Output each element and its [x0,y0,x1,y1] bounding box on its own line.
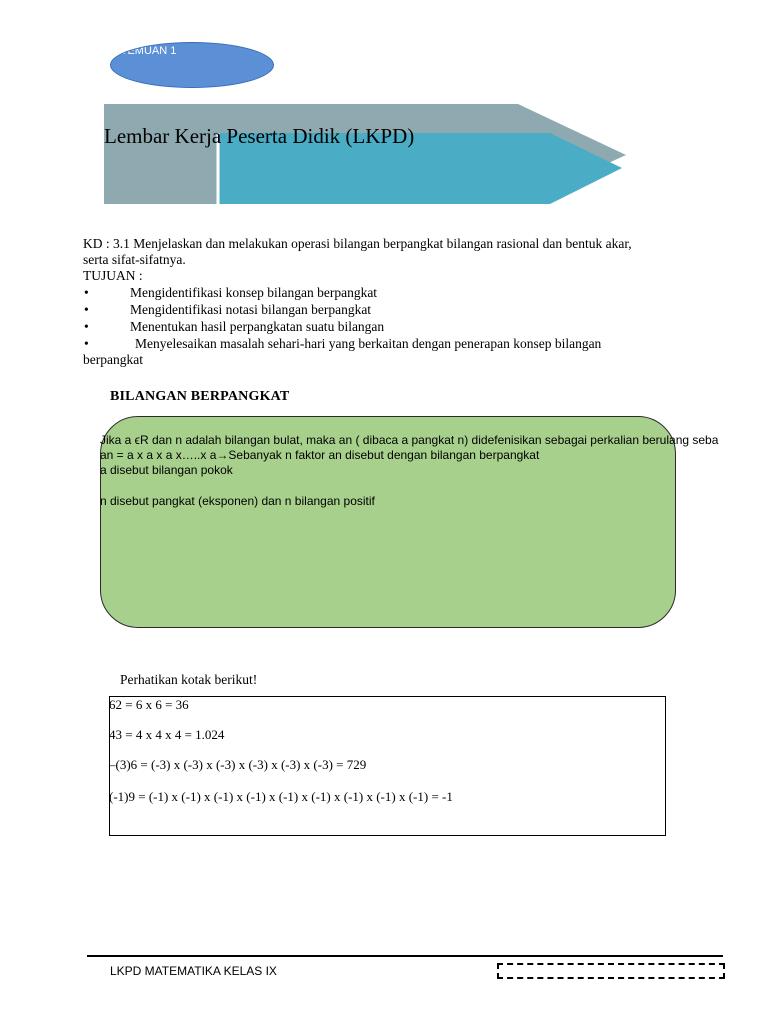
kd-text-line1: KD : 3.1 Menjelaskan dan melakukan operasi bilangan berpangkat bilangan rasional dan bentuk akar, [83,236,632,251]
footer-divider [87,955,723,957]
example-line: (-1)9 = (-1) x (-1) x (-1) x (-1) x (-1) x (-1) x (-1) x (-1) x (-1) = -1 [109,789,453,804]
meeting-badge-label: RTEMUAN 1 [113,45,177,57]
objective-item: Mengidentifikasi notasi bilangan berpangkat [130,302,372,317]
meeting-badge [110,42,274,88]
objective-item: Menyelesaikan masalah sehari-hari yang berkaitan dengan penerapan konsep bilangan [135,336,602,351]
definition-line: Jika a ϵR dan n adalah bilangan bulat, maka an ( dibaca a pangkat n) didefenisikan sebagai perkalian berulang seba [100,433,719,447]
bullet-icon: • [84,302,89,317]
example-line: 43 = 4 x 4 x 4 = 1.024 [109,727,225,742]
example-line: –(3)6 = (-3) x (-3) x (-3) x (-3) x (-3) x (-3) = 729 [109,757,367,772]
page-title: Lembar Kerja Peserta Didik (LKPD) [104,124,415,148]
page-number-box [497,963,725,979]
definition-line: n disebut pangkat (eksponen) dan n bilangan positif [100,494,375,508]
definition-line: a disebut bilangan pokok [100,463,233,477]
examples-prompt: Perhatikan kotak berikut! [120,672,258,687]
objectives-heading: TUJUAN : [83,268,143,283]
objective-item-continuation: berpangkat [83,352,143,367]
bullet-icon: • [84,319,89,334]
section-title: BILANGAN BERPANGKAT [110,389,290,404]
objective-item: Mengidentifikasi konsep bilangan berpangkat [130,285,378,300]
example-line: 62 = 6 x 6 = 36 [109,697,189,712]
kd-text-line2: serta sifat-sifatnya. [83,252,186,267]
bullet-icon: • [84,336,89,351]
footer-label: LKPD MATEMATIKA KELAS IX [110,964,277,978]
objective-item: Menentukan hasil perpangkatan suatu bilangan [130,319,385,334]
definition-line: an = a x a x a x…..x a→Sebanyak n faktor an disebut dengan bilangan berpangkat [100,448,540,462]
title-banner [100,100,640,210]
bullet-icon: • [84,285,89,300]
